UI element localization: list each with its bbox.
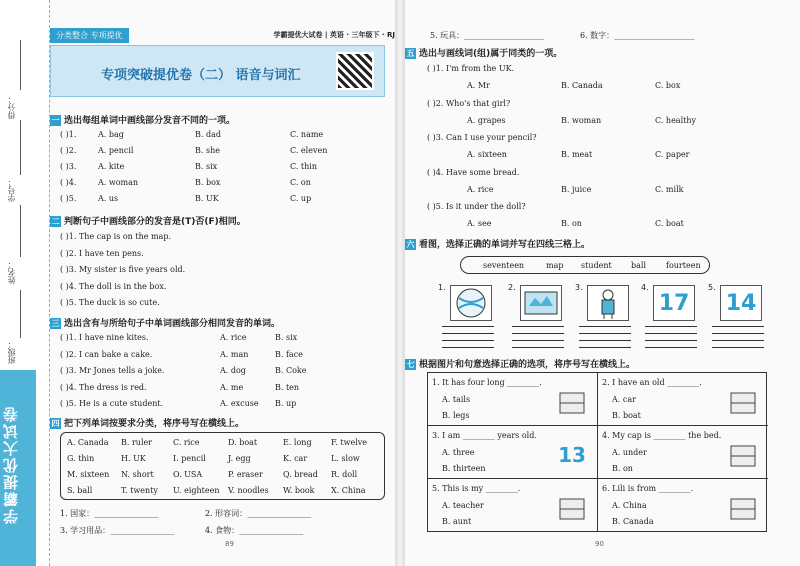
s5-q-1: ( )1. I'm from the UK.: [427, 64, 515, 73]
s5-option-a[interactable]: A. sixteen: [467, 150, 507, 159]
s1-q-2: ( )2.: [60, 146, 77, 155]
number-card-value: 14: [725, 291, 757, 316]
series-title: 学霸提优大试卷 | 英语 · 三年级下 · RJ: [273, 31, 395, 39]
word-item: W. book: [283, 486, 315, 495]
s1-option-a[interactable]: A. woman: [98, 178, 139, 187]
word-item: N. short: [121, 470, 154, 479]
page-number-left: 89: [225, 540, 234, 548]
score-line: [20, 40, 21, 90]
blank-toys: 5. 玩具：____________________: [430, 31, 545, 40]
giraffe-icon: [557, 385, 587, 419]
section-tag: 分类整合 专项提优: [50, 28, 129, 43]
cell-question: 5. This is my ________.: [432, 484, 521, 493]
word-item: S. ball: [67, 486, 93, 495]
word-item: X. China: [331, 486, 366, 495]
s1-q-5: ( )5.: [60, 194, 77, 203]
qr-code-icon: [336, 52, 374, 90]
section-3-title: 三 选出含有与所给句子中单词画线部分相同发音的单词。: [51, 319, 281, 329]
category-blank-1: 1. 国家：________________: [60, 509, 159, 518]
writing-lines-a: [512, 326, 564, 348]
brand-strip: 学霸提优大试卷: [0, 370, 36, 566]
page-title: 专项突破提优卷（二） 语音与词汇: [101, 68, 301, 83]
flag-icon: [728, 491, 758, 525]
section-4-title: 四 把下列单词按要求分类，将序号写在横线上。: [51, 419, 245, 429]
cell-question: 6. Lili is from ________.: [602, 484, 694, 493]
cell-question: 3. I am ________ years old.: [432, 431, 537, 440]
s5-option-c[interactable]: C. box: [655, 81, 681, 90]
section-2-title: 二 判断句子中画线部分的发音是(T)否(F)相同。: [51, 217, 246, 227]
s3-option-b[interactable]: B. Coke: [275, 366, 307, 375]
s1-q-3: ( )3.: [60, 162, 77, 171]
s5-option-c[interactable]: C. milk: [655, 184, 684, 194]
s5-q-3: ( )3. Can I use your pencil?: [427, 133, 537, 142]
word-box: [60, 432, 385, 500]
title-banner: [50, 45, 385, 97]
word-item: I. pencil: [173, 454, 206, 463]
class-line: [20, 290, 21, 338]
cell-question: 4. My cap is ________ the bed.: [602, 431, 722, 440]
word-item: P. eraser: [228, 470, 263, 479]
s3-q-3: ( )3. Mr Jones tells a joke.: [60, 366, 165, 375]
s5-option-a[interactable]: A. Mr: [467, 81, 490, 90]
student-icon: [587, 285, 629, 321]
pill-word: student: [581, 261, 612, 270]
map-icon: [520, 285, 562, 321]
section-1-title: 一 选出每组单词中画线部分发音不同的一项。: [51, 116, 236, 126]
s5-option-c[interactable]: C. paper: [655, 150, 690, 159]
pic-label-1: 1.: [438, 283, 446, 292]
pic-label-3: 3.: [575, 283, 583, 292]
s5-option-a[interactable]: A. grapes: [467, 115, 506, 125]
s1-option-c[interactable]: C. up: [290, 194, 312, 203]
s2-q-1: ( )1. The cap is on the map.: [60, 232, 172, 241]
right-page: [405, 0, 800, 566]
name-label: 姓名：: [7, 260, 16, 284]
s5-option-b[interactable]: B. woman: [561, 115, 602, 125]
word-item: R. doll: [331, 470, 358, 479]
word-item: H. UK: [121, 454, 146, 463]
cell-question: 2. I have an old ________.: [602, 378, 702, 387]
word-item: J. egg: [228, 454, 251, 463]
cell-option-a[interactable]: A. car: [612, 395, 636, 404]
s3-option-a[interactable]: A. rice: [220, 333, 247, 342]
s5-option-b[interactable]: B. juice: [561, 184, 592, 194]
word-pill: [460, 256, 710, 274]
writing-lines-a: [712, 326, 764, 348]
writing-lines-a: [442, 326, 494, 348]
word-item: O. USA: [173, 470, 203, 479]
score-label: 得分：: [7, 95, 16, 119]
cell-option-a[interactable]: A. tails: [442, 395, 471, 404]
word-item: L. slow: [331, 454, 360, 463]
category-blank-2: 2. 形容词：________________: [205, 509, 312, 518]
s3-option-a[interactable]: A. excuse: [220, 399, 259, 408]
s5-option-b[interactable]: B. meat: [561, 150, 593, 159]
class-label: 班级：: [7, 340, 16, 364]
pic-label-5: 5.: [708, 283, 716, 292]
section-6-title: 六 看图，选择正确的单词并写在四线三格上。: [406, 240, 591, 250]
category-blank-label: 3. 学习用品：: [60, 526, 111, 535]
word-item: M. sixteen: [67, 470, 110, 479]
s3-option-b[interactable]: B. six: [275, 333, 298, 342]
student-id-line: [20, 120, 21, 175]
question-cell-2: [598, 373, 768, 426]
s3-option-a[interactable]: A. dog: [220, 366, 246, 375]
section-5-title: 五 选出与画线词(组)属于同类的一项。: [406, 49, 563, 59]
s1-option-b[interactable]: B. UK: [195, 194, 219, 203]
pill-word: fourteen: [666, 261, 701, 270]
page-header: [50, 28, 395, 42]
ball-icon: [450, 285, 492, 321]
s5-option-c[interactable]: C. boat: [655, 219, 684, 228]
s2-q-2: ( )2. I have ten pens.: [60, 248, 144, 258]
s5-q-5: ( )5. Is it under the doll?: [427, 202, 526, 211]
cell-option-b[interactable]: B. legs: [442, 411, 470, 420]
word-item: C. rice: [173, 438, 200, 447]
category-blank-label: 2. 形容词：: [205, 509, 248, 518]
word-item: T. twenty: [121, 486, 158, 495]
s3-q-4: ( )4. The dress is red.: [60, 382, 147, 392]
cell-option-b[interactable]: B. aunt: [442, 517, 472, 526]
cell-option-a[interactable]: A. under: [612, 448, 647, 457]
s3-option-b[interactable]: B. face: [275, 349, 303, 359]
s3-option-b[interactable]: B. up: [275, 399, 297, 408]
word-item: Q. bread: [283, 470, 318, 479]
word-item: U. eighteen: [173, 486, 220, 495]
s1-q-1: ( )1.: [60, 130, 77, 139]
s5-option-a[interactable]: A. rice: [467, 184, 494, 194]
question-cell-3: [428, 426, 598, 479]
question-cell-1: [428, 373, 598, 426]
picture-question-grid: [427, 372, 767, 532]
s5-option-b[interactable]: B. on: [561, 219, 582, 228]
word-item: B. ruler: [121, 438, 153, 447]
s3-option-a[interactable]: A. me: [220, 382, 244, 392]
pic-label-4: 4.: [641, 283, 649, 292]
boat-icon: [728, 385, 758, 419]
cell-option-a[interactable]: A. China: [612, 501, 647, 510]
cell-option-a[interactable]: A. teacher: [442, 501, 484, 510]
s3-q-5: ( )5. He is a cute student.: [60, 399, 164, 408]
cell-question: 1. It has four long ________.: [432, 378, 542, 387]
s1-option-c[interactable]: C. on: [290, 178, 311, 187]
s5-option-c[interactable]: C. healthy: [655, 115, 697, 125]
word-item: V. noodles: [228, 486, 269, 495]
blackboard-icon: [557, 491, 587, 525]
s3-q-1: ( )1. I have nine kites.: [60, 333, 149, 342]
left-page: [50, 0, 395, 566]
s2-q-4: ( )4. The doll is in the box.: [60, 281, 167, 291]
pill-word: map: [546, 261, 564, 270]
s5-q-2: ( )2. Who's that girl?: [427, 98, 511, 108]
category-blank-label: 1. 国家：: [60, 509, 95, 518]
page-number-right: 90: [595, 540, 604, 548]
category-blank-3: 3. 学习用品：________________: [60, 526, 175, 535]
question-cell-5: [428, 479, 598, 532]
s3-option-a[interactable]: A. man: [220, 349, 249, 359]
s1-option-c[interactable]: C. eleven: [290, 146, 328, 155]
s1-option-b[interactable]: B. dad: [195, 130, 221, 139]
s2-q-5: ( )5. The duck is so cute.: [60, 298, 160, 307]
s2-q-3: ( )3. My sister is five years old.: [60, 265, 186, 274]
blank-numbers: 6. 数字：____________________: [580, 31, 695, 40]
question-cell-4: [598, 426, 768, 479]
question-cell-6: [598, 479, 768, 532]
category-blank-4: 4. 食物：________________: [205, 526, 304, 535]
number-card-value: 17: [658, 291, 690, 316]
writing-lines-a: [579, 326, 631, 348]
cell-option-b[interactable]: B. thirteen: [442, 464, 486, 473]
category-blank-label: 4. 食物：: [205, 526, 240, 535]
pic-label-2: 2.: [508, 283, 516, 292]
s1-option-b[interactable]: B. box: [195, 178, 221, 187]
bed-icon: [728, 438, 758, 472]
number-card: [557, 438, 587, 472]
s1-option-c[interactable]: C. name: [290, 130, 324, 139]
s3-option-b[interactable]: B. ten: [275, 382, 300, 392]
s1-option-b[interactable]: B. she: [195, 146, 220, 155]
s1-option-a[interactable]: A. kite: [98, 162, 125, 171]
s1-q-4: ( )4.: [60, 178, 77, 187]
name-line: [20, 205, 21, 257]
pill-word: seventeen: [483, 261, 525, 270]
number-card: [720, 285, 762, 321]
s1-option-a[interactable]: A. bag: [98, 130, 124, 139]
word-item: D. boat: [228, 438, 258, 447]
cell-option-a[interactable]: A. three: [442, 448, 475, 457]
word-item: F. twelve: [331, 438, 367, 447]
s5-q-4: ( )4. Have some bread.: [427, 167, 520, 177]
page-gutter: [395, 0, 405, 566]
s1-option-a[interactable]: A. pencil: [98, 146, 134, 155]
cell-option-b[interactable]: B. Canada: [612, 517, 654, 526]
s1-option-c[interactable]: C. thin: [290, 162, 317, 171]
binding-margin: [0, 0, 50, 566]
word-item: A. Canada: [67, 438, 109, 447]
student-id-label: 学号：: [7, 178, 16, 202]
pill-word: ball: [631, 261, 647, 270]
word-item: K. car: [283, 454, 308, 463]
s1-option-b[interactable]: B. six: [195, 162, 218, 171]
s1-option-a[interactable]: A. us: [98, 194, 119, 203]
section-7-title: 七 根据图片和句意选择正确的选项，将序号写在横线上。: [406, 360, 636, 370]
cell-option-b[interactable]: B. on: [612, 464, 633, 473]
cell-number: 13: [558, 443, 586, 467]
writing-lines-a: [645, 326, 697, 348]
cell-option-b[interactable]: B. boat: [612, 411, 641, 420]
number-card: [653, 285, 695, 321]
s5-option-b[interactable]: B. Canada: [561, 81, 603, 90]
word-item: E. long: [283, 438, 312, 447]
s5-option-a[interactable]: A. see: [467, 219, 492, 228]
word-item: G. thin: [67, 454, 95, 463]
s3-q-2: ( )2. I can bake a cake.: [60, 349, 153, 359]
